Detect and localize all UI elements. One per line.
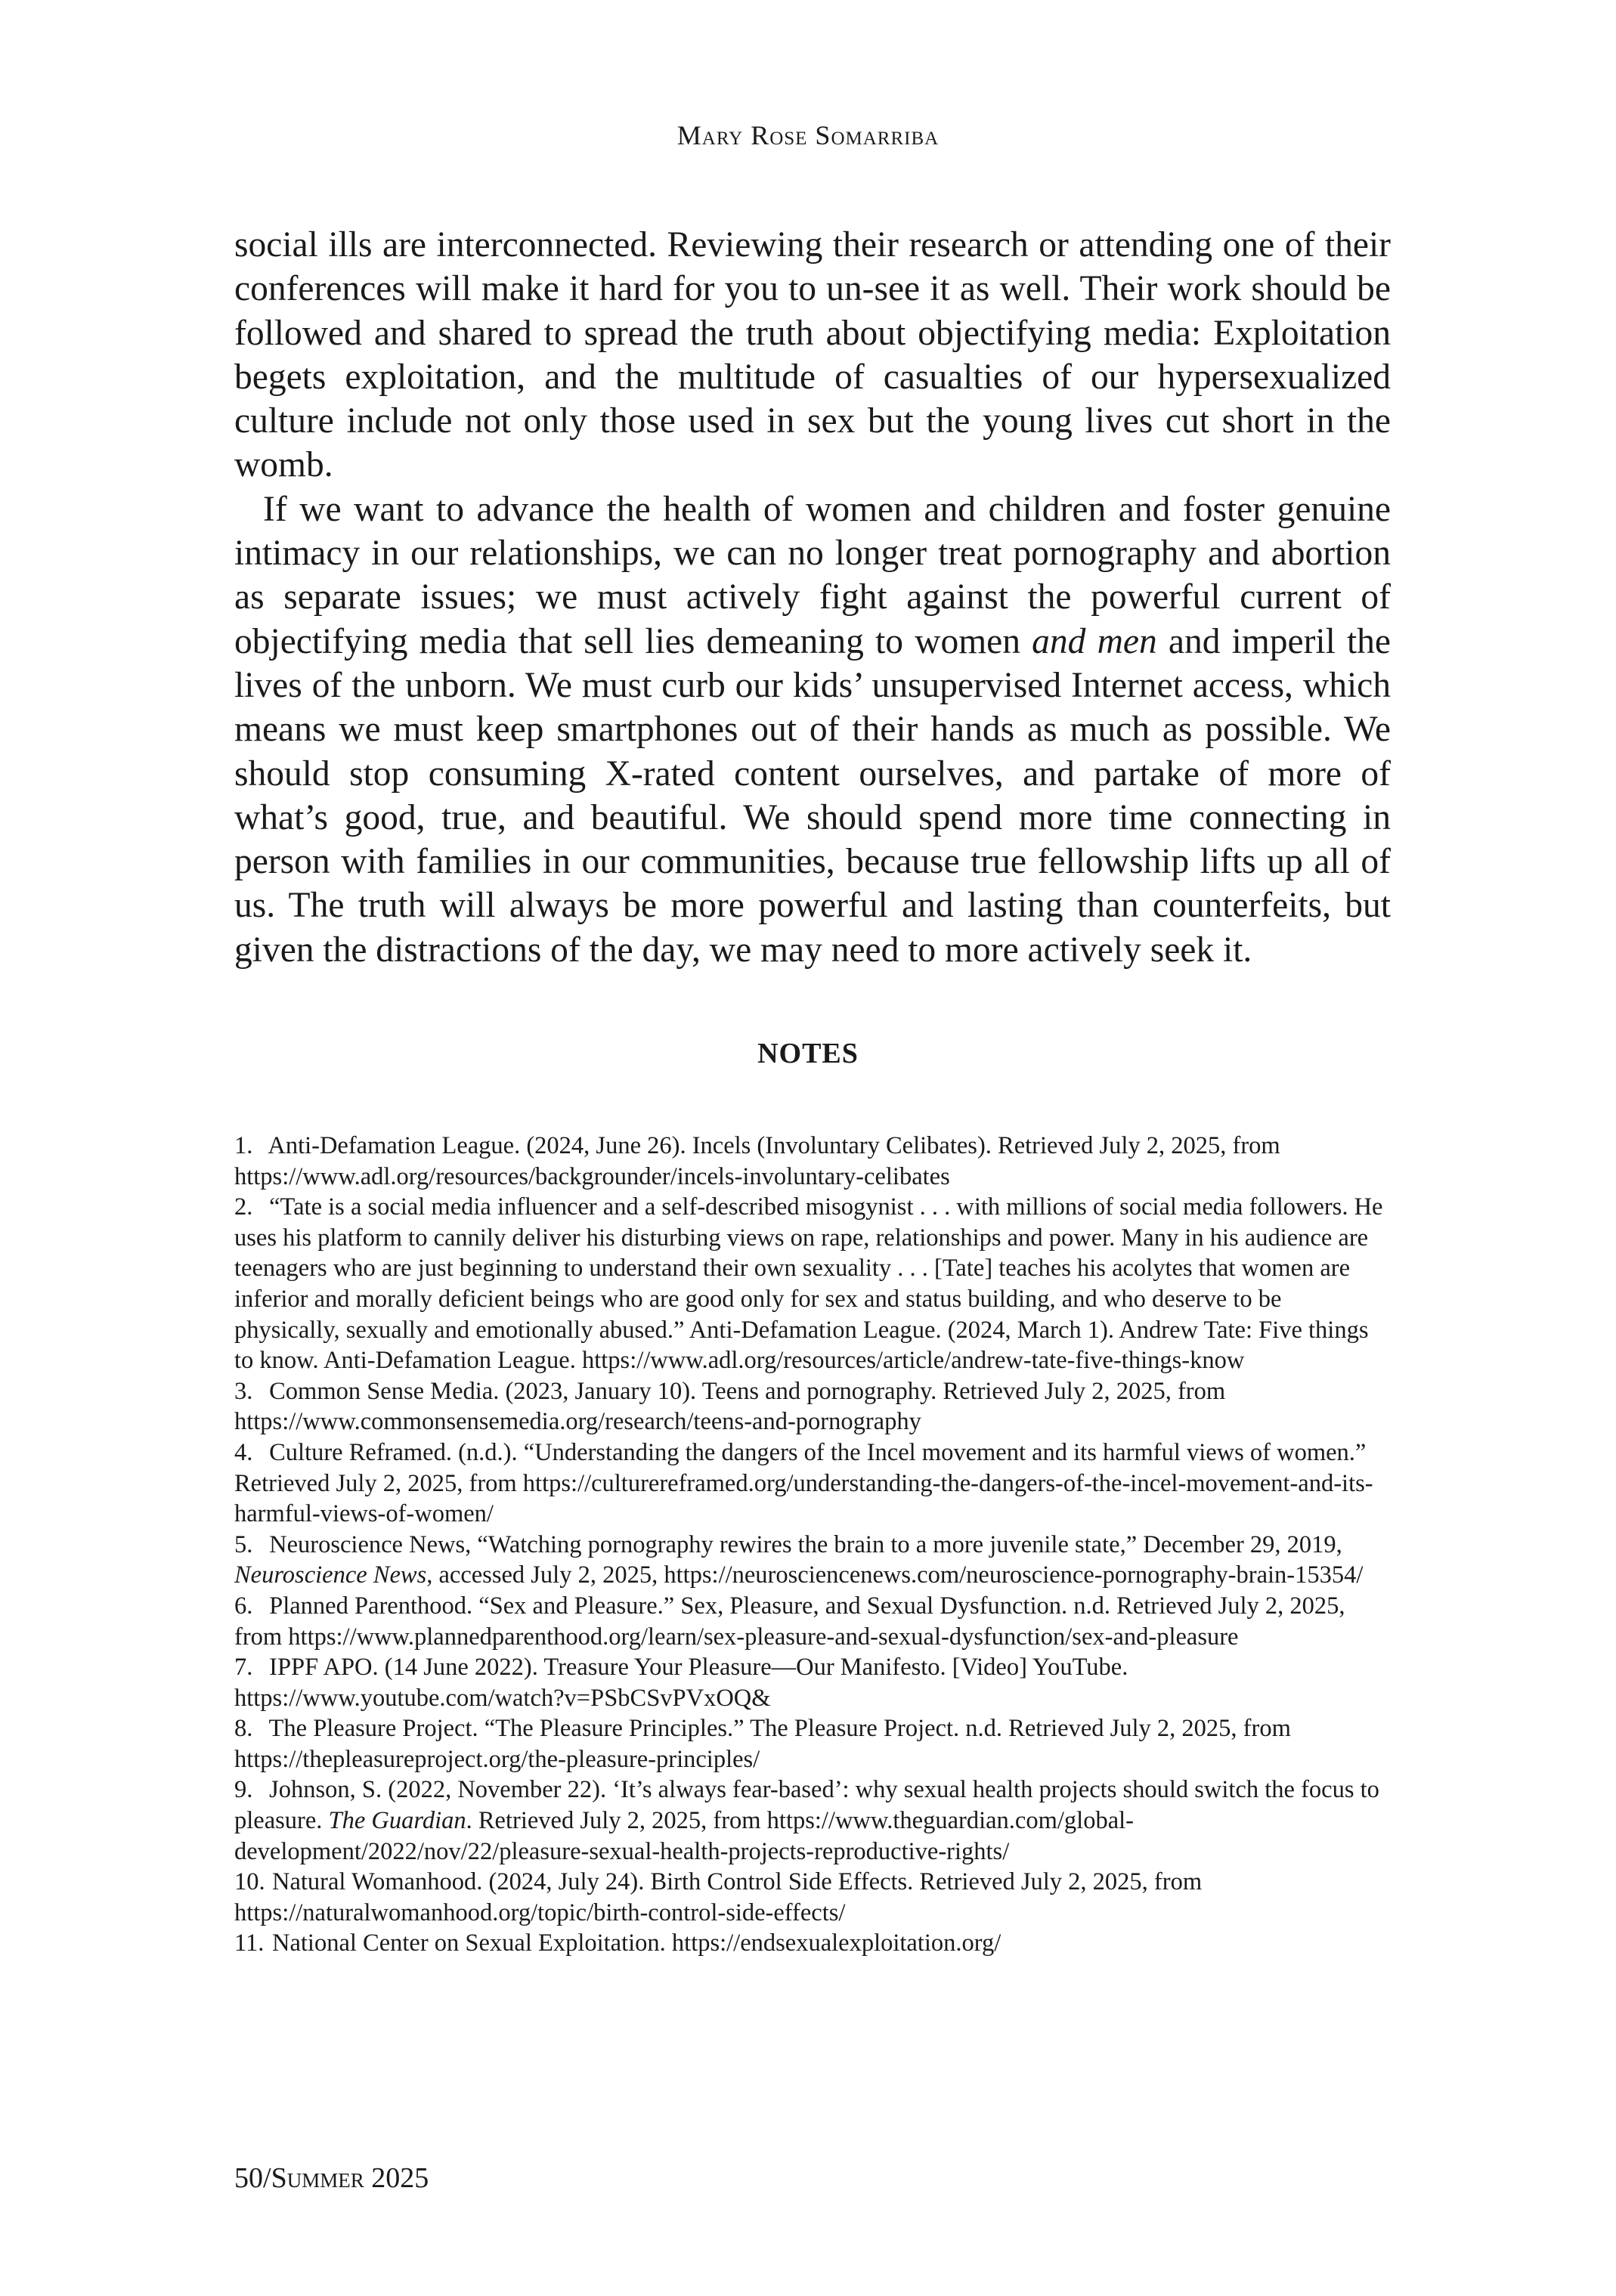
note-3 [234,1376,1391,1437]
note-number: 10. [234,1868,265,1896]
note-text: “Tate is a social media influencer and a self-described misogynist . . . with millions of social media followers. He uses his platform to cannily deliver his disturbing views on rape, relationships and power. Many in his audience are teenagers who are just beginning to understand their own sexuality . . . [Tate] teaches his acolytes that women are inferior and morally deficient beings who are good only for sex and status building, and who deserve to be physically, sexually and emotionally abused.” Anti-Defamation League. (2024, March 1). Andrew Tate: Five things to know. Anti-Defamation League. https://www.adl.org/resources/article/andrew-tate-five-things-know [234,1193,1383,1375]
note-number: 2. [234,1193,253,1221]
note-8 [234,1713,1391,1775]
paragraph-2-emphasis: and men [1032,621,1157,661]
page-folio [234,2161,429,2195]
note-emphasis: The Guardian [328,1807,466,1835]
note-10 [234,1867,1391,1928]
article-body [234,223,1391,972]
note-9 [234,1775,1391,1867]
note-number: 7. [234,1654,253,1682]
body-paragraph-1: social ills are interconnected. Reviewing their research or attending one of their conferences will make it hard for you to un-see it as well. Their work should be followed and shared to spread the truth about objectifying media: Exploitation begets exploitation, and the multitude of casualties of our hypersexualized culture include not only those used in sex but the young lives cut short in the womb. [234,225,1391,485]
note-text: Johnson, S. (2022, November 22). ‘It’s always fear-based’: why sexual health projects should switch the focus to pleasure. [234,1776,1379,1835]
note-text: Planned Parenthood. “Sex and Pleasure.” Sex, Pleasure, and Sexual Dysfunction. n.d. Retrieved July 2, 2025, from https://www.plannedparenthood.org/learn/sex-pleasure-and-sexual-dysfunction/sex-and-pleasure [234,1592,1345,1651]
notes-list [234,1131,1391,1959]
note-text: The Pleasure Project. “The Pleasure Principles.” The Pleasure Project. n.d. Retrieved July 2, 2025, from https://thepleasureproject.org/the-pleasure-principles/ [234,1715,1291,1773]
issue-year: 2025 [364,2162,429,2194]
note-number: 3. [234,1377,253,1405]
issue-season: Summer [271,2162,364,2194]
note-6 [234,1591,1391,1652]
note-1 [234,1131,1391,1192]
note-text: IPPF APO. (14 June 2022). Treasure Your Pleasure—Our Manifesto. [Video] YouTube. https://www.youtube.com/watch?v=PSbCSvPVxOQ& [234,1654,1128,1712]
note-text: Natural Womanhood. (2024, July 24). Birth Control Side Effects. Retrieved July 2, 2025, from https://naturalwomanhood.org/topic/birth-control-side-effects/ [234,1868,1203,1926]
note-number: 1. [234,1132,253,1159]
note-text: Common Sense Media. (2023, January 10). Teens and pornography. Retrieved July 2, 2025, from https://www.commonsensemedia.org/research/teens-and-pornography [234,1377,1226,1436]
note-11 [234,1928,1391,1959]
page-number: 50/ [234,2162,271,2194]
note-2 [234,1192,1391,1376]
paragraph-2-text-b: and imperil the lives of the unborn. We must curb our kids’ unsupervised Internet access, which means we must keep smartphones out of their hands as much as possible. We should stop consuming X-rated content ourselves, and partake of more of what’s good, true, and beautiful. We should spend more time connecting in person with families in our communities, because true fellowship lifts up all of us. The truth will always be more powerful and lasting than counterfeits, but given the distractions of the day, we may need to more actively seek it. [234,621,1391,970]
paragraph-2-text-a: If we want to advance the health of women and children and foster genuine intimacy in our relationships, we can no longer treat pornography and abortion as separate issues; we must actively fight against the powerful current of objectifying media that sell lies demeaning to women [234,489,1391,661]
note-number: 5. [234,1530,253,1558]
note-7 [234,1652,1391,1713]
note-text: National Center on Sexual Exploitation. https://endsexualexploitation.org/ [272,1929,1001,1957]
note-text: . Retrieved July 2, 2025, from https://www.theguardian.com/global-development/2022/nov/22/pleasure-sexual-health-projects-reproductive-rights/ [234,1807,1134,1865]
running-head: Mary Rose Somarriba [676,120,940,150]
note-emphasis: Neuroscience News [234,1561,427,1589]
note-text: Culture Reframed. (n.d.). “Understanding the dangers of the Incel movement and its harmful views of women.” Retrieved July 2, 2025, from https://culturereframed.org/understanding-the-dangers-of-the-incel-movement-and-its-harmful-views-of-women/ [234,1438,1373,1528]
body-paragraph-2 [234,487,1391,972]
note-4 [234,1437,1391,1530]
note-text: , accessed July 2, 2025, https://neurosciencenews.com/neuroscience-pornography-brain-15354/ [426,1561,1364,1589]
note-number: 9. [234,1776,253,1804]
notes-heading: NOTES [757,1038,859,1069]
note-5 [234,1530,1391,1591]
note-number: 6. [234,1592,253,1620]
note-text: Anti-Defamation League. (2024, June 26). Incels (Involuntary Celibates). Retrieved July 2, 2025, from https://www.adl.org/resources/backgrounder/incels-involuntary-celibates [234,1132,1280,1190]
note-number: 11. [234,1929,265,1957]
note-number: 8. [234,1715,253,1743]
note-text: Neuroscience News, “Watching pornography rewires the brain to a more juvenile state,” December 29, 2019, [269,1530,1342,1558]
note-number: 4. [234,1438,253,1466]
